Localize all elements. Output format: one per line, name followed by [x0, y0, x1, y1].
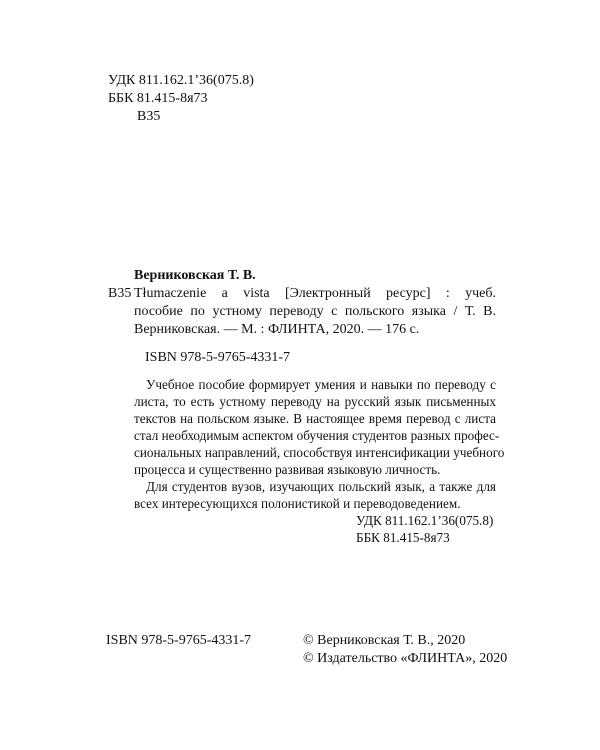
abstract-line-8: всех интересующихся полонистикой и переводоведением.: [134, 496, 461, 511]
isbn-record: ISBN 978-5-9765-4331-7: [145, 350, 291, 365]
abstract-line-1: Учебное пособие формирует умения и навыки по переводу с: [146, 377, 496, 392]
description-line-2: пособие по устному переводу с польского языка / Т. В.: [134, 304, 496, 319]
copyright-publisher: © Издательство «ФЛИНТА», 2020: [303, 651, 508, 666]
description-line-3: Верниковская. — М. : ФЛИНТА, 2020. — 176 с.: [134, 322, 420, 337]
abstract-line-4: стал необходимым аспектом обучения студентов разных профес-: [134, 428, 500, 443]
author-code-top: В35: [137, 109, 161, 124]
bbk-abstract: ББК 81.415-8я73: [356, 530, 450, 545]
description-line-1: Tłumaczenie a vista [Электронный ресурс] : учеб.: [134, 286, 496, 301]
abstract-line-7: Для студентов вузов, изучающих польский язык, а также для: [146, 479, 496, 494]
abstract-line-6: процесса и существенно развивая языковую личность.: [134, 462, 441, 477]
udk-top: УДК 811.162.1’36(075.8): [108, 73, 254, 88]
abstract-line-3: текстов на польском языке. В настоящее время перевод с листа: [134, 411, 496, 426]
isbn-footer: ISBN 978-5-9765-4331-7: [106, 633, 252, 648]
udk-abstract: УДК 811.162.1’36(075.8): [356, 513, 494, 528]
author-code-margin: В35: [108, 286, 132, 301]
author-heading: Верниковская Т. В.: [134, 268, 256, 283]
copyright-author: © Верниковская Т. В., 2020: [303, 633, 466, 648]
abstract-line-5: сиональных направлений, способствуя интенсификации учебного: [134, 445, 505, 460]
abstract-line-2: листа, то есть устному переводу на русский язык письменных: [134, 394, 496, 409]
bbk-top: ББК 81.415-8я73: [108, 91, 208, 106]
